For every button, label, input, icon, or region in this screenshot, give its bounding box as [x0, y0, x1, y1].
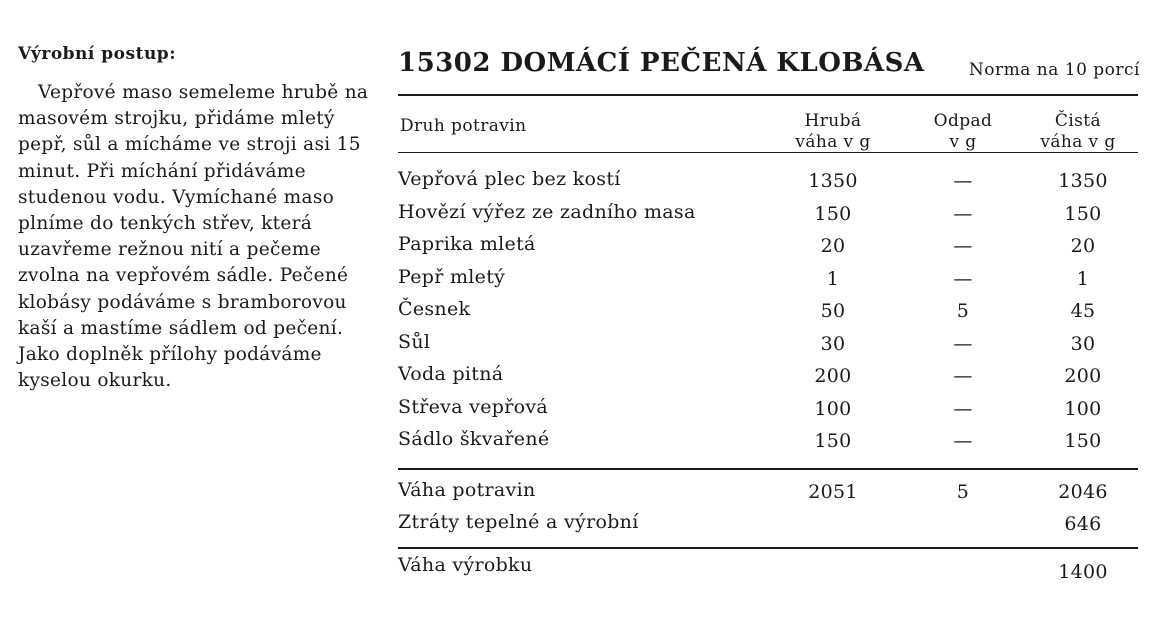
ingredient-name: Střeva vepřová [398, 395, 549, 418]
ingredient-name: Paprika mletá [398, 233, 536, 255]
method-section [18, 44, 378, 394]
waste-value: — [953, 267, 973, 290]
table-header [398, 96, 1140, 152]
waste-value: — [953, 332, 973, 355]
gross-value: 200 [814, 365, 852, 387]
gross-value: 50 [820, 300, 846, 322]
ingredient-name: Sůl [398, 330, 431, 353]
gross-value: 20 [820, 235, 846, 257]
ingredient-name: Vepřová plec bez kostí [398, 168, 621, 190]
weight-total-net: 2046 [1058, 480, 1108, 503]
waste-value: — [953, 365, 973, 387]
gross-value: 150 [814, 430, 852, 452]
waste-value: — [953, 235, 973, 257]
table-row [398, 360, 1140, 393]
portion-norm: Norma na 10 porcí [968, 60, 1140, 80]
loss-net: 646 [1064, 513, 1102, 535]
gross-value: 150 [814, 202, 852, 225]
waste-value: — [953, 170, 973, 192]
ingredient-name: Sádlo škvařené [398, 428, 550, 450]
table-row [398, 393, 1140, 426]
net-value: 150 [1064, 202, 1102, 225]
net-value: 150 [1064, 430, 1102, 452]
gross-value: 1350 [808, 170, 858, 192]
ingredient-name: Česnek [398, 298, 471, 320]
gross-value: 30 [820, 332, 846, 355]
table-row [398, 263, 1140, 296]
net-value: 45 [1070, 300, 1096, 322]
table-row [398, 328, 1140, 361]
net-value: 30 [1070, 332, 1096, 355]
waste-value: — [953, 202, 973, 225]
table-row [398, 425, 1140, 458]
net-value: 1350 [1058, 170, 1108, 192]
method-heading: Výrobní postup: [18, 44, 176, 64]
net-value: 20 [1070, 235, 1096, 257]
title-row [398, 48, 1140, 84]
weight-total-gross: 2051 [808, 480, 858, 503]
waste-value: — [953, 430, 973, 452]
header-gross-line1: Hrubá [804, 111, 862, 131]
header-waste [923, 111, 1003, 153]
product-weight-net: 1400 [1058, 560, 1108, 583]
gross-value: 100 [814, 397, 852, 420]
header-net [1018, 111, 1138, 153]
ingredient-rows [398, 165, 1140, 458]
waste-value: — [953, 397, 973, 420]
ingredient-name: Voda pitná [398, 363, 504, 385]
ingredient-name: Pepř mletý [398, 265, 506, 288]
weight-total-waste: 5 [956, 480, 970, 503]
table-row [398, 295, 1140, 328]
net-value: 1 [1076, 267, 1090, 290]
recipe-section [398, 48, 1140, 583]
table-row [398, 165, 1140, 198]
table-row [398, 198, 1140, 231]
header-net-line2: váha v g [1040, 132, 1116, 152]
header-net-line1: Čistá [1054, 111, 1102, 131]
header-waste-line2: v g [949, 132, 977, 152]
gross-value: 1 [826, 267, 840, 290]
header-gross [793, 111, 873, 153]
header-gross-line2: váha v g [795, 132, 871, 152]
product-weight-label: Váha výrobku [398, 553, 533, 576]
header-item: Druh potravin [400, 116, 527, 136]
net-value: 200 [1064, 365, 1102, 387]
recipe-title: 15302 DOMÁCÍ PEČENÁ KLOBÁSA [398, 48, 925, 78]
weight-total-label: Váha potravin [398, 478, 536, 501]
loss-row [398, 508, 1140, 541]
weight-total-row [398, 476, 1140, 509]
loss-label: Ztráty tepelné a výrobní [398, 511, 639, 533]
table-row [398, 230, 1140, 263]
header-waste-line1: Odpad [933, 111, 993, 131]
method-text: Vepřové maso semeleme hrubě na masovém strojku, přidáme mletý pepř, sůl a mícháme ve stroji asi 15 minut. Při míchání přidáváme studenou vodu. Vymíchané maso plníme do tenkých střev, která uzavřeme režnou nití a pečeme zvolna na vepřovém sádle. Pečené klobásy podáváme s bramborovou kaší a mastíme sádlem od pečení. Jako doplněk přílohy podáváme kyselou okurku. [18, 82, 369, 392]
net-value: 100 [1064, 397, 1102, 420]
waste-value: 5 [956, 300, 970, 322]
ingredient-name: Hovězí výřez ze zadního masa [398, 200, 696, 223]
product-weight-row [398, 551, 1140, 584]
